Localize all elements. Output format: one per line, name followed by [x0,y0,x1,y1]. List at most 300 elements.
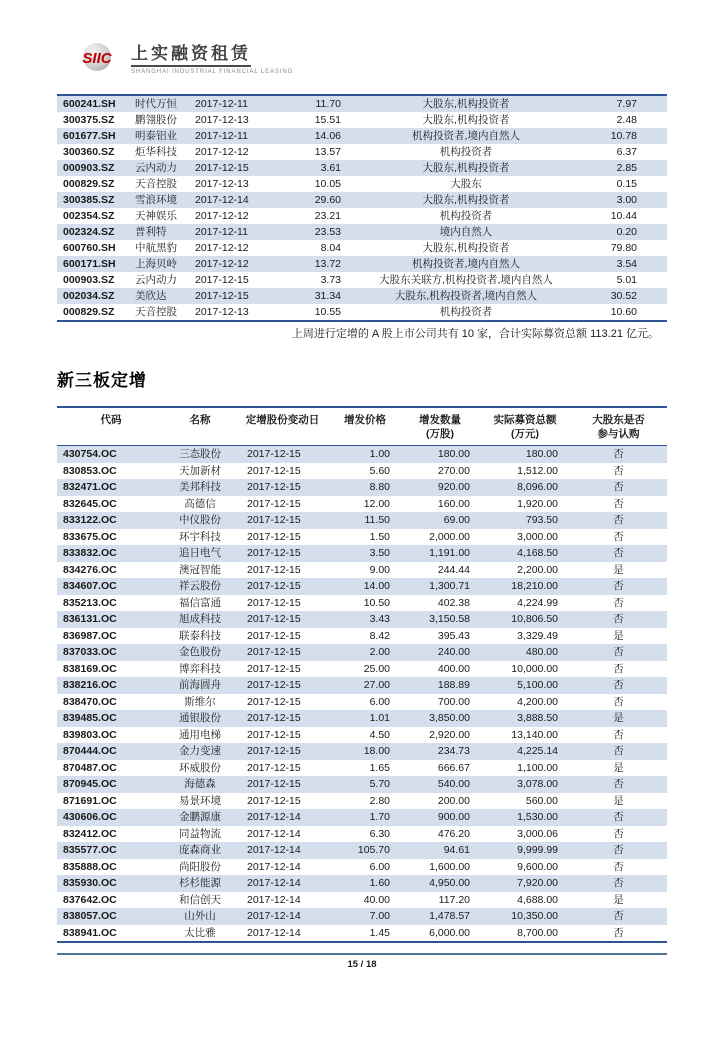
table-cell: 2,920.00 [429,728,470,741]
logo-mark-text: SIIC [82,50,112,67]
report-page [57,40,667,970]
table-cell: 3.50 [369,547,390,559]
table-cell: 1,600.00 [429,860,470,873]
table-cell: 3.61 [320,162,341,174]
table-cell: 天音控股 [135,306,177,318]
table-cell: 2017-12-11 [195,98,248,110]
table-cell: 联泰科技 [179,629,221,642]
table-cell: 6.00 [369,695,390,708]
table-cell: 6.30 [369,827,390,840]
table-cell: 机构投资者 [439,146,493,158]
table-cell: 祥云股份 [179,580,221,592]
table-row [57,96,667,112]
table-cell: 15.51 [314,114,341,126]
table-cell: 601677.SH [63,130,116,142]
table-cell: 14.00 [363,580,390,592]
table-cell: 3.73 [320,274,341,286]
table-row [57,272,667,288]
table-cell: 666.67 [437,761,470,774]
table-cell: 11.70 [315,98,341,110]
table-cell: 833122.OC [63,514,117,526]
table-cell: 2017-12-15 [247,580,301,592]
table-cell: 否 [613,530,624,543]
table-cell: 4,168.50 [517,547,558,559]
table-cell: 14.06 [314,130,341,142]
table-cell: 180.00 [525,448,558,460]
table-cell: 10.78 [610,130,637,142]
brand-block [131,40,293,75]
table-cell: 高德信 [184,497,216,510]
column-header-major-shareholder: 大股东是否 参与认购 [592,414,645,440]
table-cell: 是 [613,563,624,576]
table-row [57,112,667,128]
table-row [57,776,667,793]
table-cell: 和信创天 [179,893,221,906]
table-row [57,128,667,144]
table-cell: 云内动力 [135,162,177,174]
table-cell: 3,000.06 [517,827,558,840]
table-cell: 中航黑豹 [135,242,177,254]
table-cell: 5.60 [369,464,390,477]
table-cell: 832471.OC [63,481,117,493]
table-cell: 2017-12-15 [247,481,301,493]
table-row [57,446,667,463]
column-header-change-date: 定增股份变动日 [245,414,320,426]
table-cell: 837033.OC [63,646,117,658]
table-cell: 23.21 [314,210,341,222]
table-row [57,892,667,909]
table-cell: 002354.SZ [63,210,115,222]
table-cell: 2017-12-15 [247,596,301,609]
table-cell: 1.70 [369,811,390,823]
table-cell: 2017-12-15 [247,629,301,642]
table-cell: 天加新材 [179,464,221,477]
table-cell: 430606.OC [63,811,117,823]
table-row [57,562,667,579]
table-cell: 234.73 [437,745,470,757]
table-row [57,628,667,645]
table-cell: 27.00 [363,679,390,691]
table-cell: 天音控股 [135,178,177,190]
table-cell: 否 [613,926,624,939]
table-cell: 炬华科技 [135,146,177,158]
table-cell: 大股东,机构投资者,境内自然人 [394,290,538,302]
table-cell: 10.05 [314,178,341,190]
table-cell: 否 [613,745,624,757]
table-cell: 否 [613,877,624,889]
table-cell: 2017-12-13 [195,306,249,318]
table-cell: 2017-12-13 [195,114,249,126]
table-cell: 836131.OC [63,613,117,625]
table-cell: 是 [613,629,624,642]
table-row [57,644,667,661]
table-row [57,710,667,727]
table-cell: 否 [613,728,624,741]
a-share-summary-note: 上周进行定增的 A 股上市公司共有 10 家，合计实际募资总额 113.21 亿元。 [291,328,659,340]
table-cell: 870444.OC [63,745,117,757]
brand-name: 上实融资租赁 [131,44,251,67]
table-cell: 2017-12-15 [247,646,301,658]
page-number: 15 / 18 [347,959,377,970]
table-cell: 时代万恒 [135,98,177,110]
table-cell: 835888.OC [63,860,117,873]
table-cell: 否 [613,580,624,592]
table-cell: 834607.OC [63,580,117,592]
table-cell: 837642.OC [63,893,117,906]
neeq-table-body [57,446,667,941]
section-title-neeq: 新三板定增 [57,371,147,390]
table-cell: 1,300.71 [429,580,470,592]
table-row [57,496,667,513]
table-row [57,908,667,925]
table-cell: 2017-12-12 [195,210,249,222]
siic-globe-icon [70,40,124,76]
table-cell: 13.72 [314,258,341,270]
table-cell: 否 [613,464,624,477]
table-cell: 2017-12-15 [195,290,249,302]
table-cell: 8,096.00 [517,481,558,493]
brand-subtitle: SHANGHAI INDUSTRIAL FINANCIAL LEASING [131,69,294,75]
column-header-issue-quantity: 增发数量 (万股) [419,414,461,440]
table-row [57,208,667,224]
table-cell: 美欣达 [135,290,167,302]
table-cell: 上海贝岭 [135,258,177,270]
table-row [57,611,667,628]
table-cell: 杉杉能源 [179,877,221,889]
table-cell: 2.48 [616,114,637,126]
table-cell: 240.00 [437,646,470,658]
table-cell: 10.60 [610,306,637,318]
table-row [57,224,667,240]
table-cell: 832412.OC [63,827,117,840]
table-cell: 澳冠智能 [179,563,221,576]
company-logo [70,40,667,86]
table-cell: 天神娱乐 [135,210,177,222]
table-cell: 通用电梯 [179,728,221,741]
table-cell: 8.04 [320,242,341,254]
table-cell: 480.00 [525,646,558,658]
table-cell: 0.20 [616,226,637,238]
table-cell: 7.00 [369,910,390,922]
table-cell: 832645.OC [63,497,117,510]
table-cell: 环威股份 [179,761,221,774]
table-cell: 2017-12-15 [247,778,301,790]
table-cell: 否 [613,596,624,609]
table-row [57,240,667,256]
table-cell: 2017-12-11 [195,226,248,238]
table-cell: 838169.OC [63,662,117,675]
table-cell: 838470.OC [63,695,117,708]
table-cell: 是 [613,712,624,724]
table-cell: 4,950.00 [429,877,470,889]
table-cell: 否 [613,811,624,823]
table-cell: 尚阳股份 [179,860,221,873]
table-cell: 836987.OC [63,629,117,642]
neeq-placement-table [57,406,667,943]
table-cell: 1.60 [369,877,390,889]
neeq-table-header [57,408,667,446]
table-cell: 否 [613,646,624,658]
table-cell: 002034.SZ [63,290,115,302]
table-cell: 2017-12-14 [247,811,301,823]
table-cell: 海德森 [184,778,216,790]
table-cell: 600760.SH [63,242,116,254]
table-cell: 793.50 [525,514,558,526]
table-cell: 839803.OC [63,728,117,741]
table-cell: 山外山 [184,910,216,922]
table-cell: 明泰铝业 [135,130,177,142]
table-cell: 10.50 [363,596,390,609]
table-cell: 1.01 [369,712,390,724]
table-cell: 23.53 [314,226,341,238]
table-row [57,842,667,859]
table-cell: 835213.OC [63,596,117,609]
table-cell: 117.20 [438,893,470,906]
table-cell: 2017-12-15 [247,712,301,724]
table-cell: 2.00 [369,646,390,658]
table-cell: 871691.OC [63,794,117,807]
table-cell: 12.00 [363,497,390,510]
table-cell: 是 [613,761,624,774]
table-cell: 8.42 [369,629,390,642]
table-cell: 2017-12-15 [247,679,301,691]
table-cell: 2,200.00 [517,563,558,576]
table-cell: 300360.SZ [63,146,115,158]
table-cell: 0.15 [616,178,637,190]
table-cell: 10.55 [314,306,341,318]
table-cell: 云内动力 [135,274,177,286]
table-cell: 旭成科技 [179,613,221,625]
table-cell: 188.89 [437,679,470,691]
table-cell: 25.00 [363,662,390,675]
table-row [57,144,667,160]
table-cell: 2017-12-15 [247,530,301,543]
table-cell: 同益物流 [179,827,221,840]
table-cell: 476.20 [437,827,470,840]
table-cell: 30.52 [610,290,637,302]
table-cell: 6.00 [369,860,390,873]
column-header-name: 名称 [189,414,211,426]
table-cell: 3,329.49 [517,629,558,642]
table-cell: 2017-12-15 [247,745,301,757]
table-cell: 270.00 [437,464,470,477]
table-cell: 否 [613,827,624,840]
table-cell: 838216.OC [63,679,117,691]
table-row [57,595,667,612]
table-cell: 雪浪环境 [135,194,177,206]
table-cell: 600171.SH [63,258,116,270]
table-cell: 2017-12-12 [195,146,249,158]
table-cell: 斯维尔 [184,695,216,708]
table-cell: 600241.SH [63,98,116,110]
table-row [57,826,667,843]
table-cell: 2017-12-13 [195,178,249,190]
table-cell: 18.00 [363,745,390,757]
table-cell: 2017-12-14 [247,893,301,906]
table-row [57,727,667,744]
table-cell: 1,512.00 [517,464,558,477]
table-cell: 200.00 [437,794,470,807]
table-cell: 博弈科技 [179,662,221,675]
table-cell: 000829.SZ [63,178,115,190]
table-cell: 5.70 [369,778,390,790]
table-cell: 鹏翎股份 [135,114,177,126]
a-share-placement-table [57,94,667,322]
table-cell: 560.00 [525,794,558,807]
table-cell: 9,600.00 [517,860,558,873]
table-cell: 833675.OC [63,530,117,543]
table-cell: 300375.SZ [63,114,115,126]
table-cell: 835930.OC [63,877,117,889]
table-cell: 否 [613,497,624,510]
table-cell: 9,999.99 [517,844,558,856]
table-row [57,677,667,694]
table-cell: 105.70 [357,844,390,856]
table-cell: 10,000.00 [511,662,558,675]
table-cell: 大股东,机构投资者 [422,162,510,174]
table-cell: 金力变速 [179,745,221,757]
table-cell: 2017-12-15 [247,613,301,625]
table-cell: 2017-12-15 [247,695,301,708]
table-cell: 10.44 [610,210,637,222]
table-cell: 000829.SZ [63,306,115,318]
table-cell: 追日电气 [179,547,221,559]
table-cell: 1.00 [369,448,390,460]
table-cell: 否 [613,860,624,873]
table-cell: 三态股份 [179,448,221,460]
table-cell: 美邦科技 [179,481,221,493]
table-cell: 4,225.14 [517,745,558,757]
table-cell: 2,000.00 [429,530,470,543]
table-cell: 7,920.00 [517,877,558,889]
table-cell: 否 [613,910,624,922]
table-row [57,694,667,711]
table-row [57,304,667,320]
table-cell: 机构投资者 [439,210,493,222]
page-footer [57,953,667,970]
table-cell: 2017-12-11 [195,130,248,142]
table-cell: 3,888.50 [517,712,558,724]
table-cell: 402.38 [437,596,470,609]
table-cell: 1,920.00 [517,497,558,510]
table-cell: 1,530.00 [517,811,558,823]
table-cell: 大股东 [450,178,482,190]
table-cell: 700.00 [437,695,470,708]
table-cell: 29.60 [314,194,341,206]
table-row [57,578,667,595]
table-row [57,809,667,826]
table-cell: 1.65 [369,761,390,774]
table-cell: 机构投资者,境内自然人 [412,258,520,270]
table-cell: 大股东,机构投资者 [422,98,510,110]
column-header-code: 代码 [100,414,122,426]
table-cell: 易景环境 [179,794,221,807]
table-cell: 2017-12-14 [247,844,301,856]
table-cell: 2017-12-15 [195,274,249,286]
table-cell: 否 [613,613,624,625]
table-cell: 838057.OC [63,910,117,922]
table-row [57,529,667,546]
table-cell: 870945.OC [63,778,117,790]
table-cell: 3,150.58 [429,613,470,625]
table-cell: 1.50 [369,530,390,543]
table-cell: 否 [613,778,624,790]
table-cell: 2017-12-15 [247,547,301,559]
table-cell: 2017-12-15 [247,794,301,807]
table-cell: 否 [613,547,624,559]
table-cell: 金色股份 [179,646,221,658]
table-cell: 540.00 [437,778,470,790]
table-cell: 2017-12-14 [195,194,249,206]
table-cell: 834276.OC [63,563,117,576]
table-row [57,256,667,272]
table-row [57,512,667,529]
table-cell: 833832.OC [63,547,117,559]
table-row [57,661,667,678]
table-cell: 3.43 [369,613,390,625]
table-cell: 2.80 [369,794,390,807]
table-cell: 400.00 [437,662,470,675]
table-cell: 大股东关联方,机构投资者,境内自然人 [379,274,553,286]
table-row [57,859,667,876]
table-cell: 900.00 [437,811,470,823]
table-cell: 2017-12-14 [247,877,301,889]
table-cell: 10,806.50 [511,613,558,625]
table-cell: 10,350.00 [511,910,558,922]
table-cell: 839485.OC [63,712,117,724]
table-cell: 机构投资者,境内自然人 [412,130,520,142]
table-cell: 4,688.00 [517,893,558,906]
table-cell: 1.45 [369,926,390,939]
table-cell: 否 [613,844,624,856]
table-cell: 前海圆舟 [179,679,221,691]
table-row [57,743,667,760]
table-cell: 6.37 [616,146,637,158]
table-cell: 2017-12-12 [195,258,249,270]
table-row [57,192,667,208]
table-cell: 太比雅 [184,926,216,939]
table-cell: 5,100.00 [517,679,558,691]
table-cell: 环宇科技 [179,530,221,543]
table-cell: 2017-12-15 [247,464,301,477]
table-cell: 否 [613,695,624,708]
column-header-raised-amount: 实际募资总额 (万元) [493,414,557,440]
table-row [57,479,667,496]
table-cell: 3,078.00 [517,778,558,790]
table-cell: 2017-12-14 [247,926,301,939]
table-cell: 2017-12-15 [247,761,301,774]
table-cell: 通银股份 [179,712,221,724]
table-cell: 180.00 [437,448,470,460]
table-cell: 8,700.00 [517,926,558,939]
table-cell: 13.57 [314,146,341,158]
table-cell: 1,191.00 [429,547,470,559]
table-cell: 3.54 [616,258,637,270]
table-cell: 1,478.57 [429,910,470,922]
table-row [57,545,667,562]
table-cell: 835577.OC [63,844,117,856]
table-cell: 2017-12-12 [195,242,249,254]
table-cell: 6,000.00 [429,926,470,939]
table-cell: 94.61 [443,844,470,856]
table-cell: 2017-12-14 [247,910,301,922]
table-cell: 79.80 [610,242,637,254]
table-cell: 002324.SZ [63,226,115,238]
table-cell: 4,200.00 [517,695,558,708]
table-cell: 300385.SZ [63,194,115,206]
table-cell: 3,850.00 [429,712,470,724]
table-cell: 18,210.00 [511,580,558,592]
